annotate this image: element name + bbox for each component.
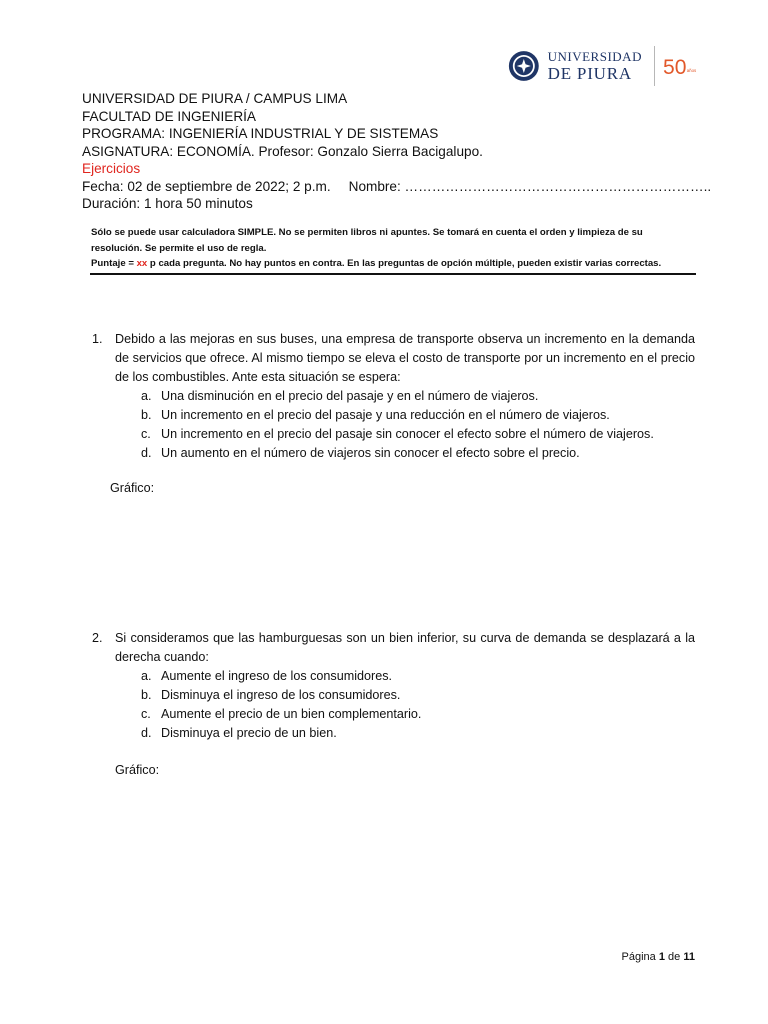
university-seal-icon xyxy=(508,48,540,84)
question-2 xyxy=(92,629,695,743)
option-a xyxy=(115,667,695,686)
instructions-line2: resolución. Se permite el uso de regla. xyxy=(91,242,267,254)
anniversary-number: 50 xyxy=(662,55,687,79)
page-word: Página xyxy=(621,951,656,963)
graph-label-1: Gráfico: xyxy=(110,481,155,495)
option-c xyxy=(115,705,695,724)
option-text: Aumente el ingreso de los consumidores. xyxy=(161,669,393,683)
option-text: Un incremento en el precio del pasaje y una reducción en el número de viajeros. xyxy=(161,408,610,422)
header-faculty: FACULTAD DE INGENIERÍA xyxy=(82,108,256,124)
wordmark-line1: UNIVERSIDAD xyxy=(547,49,642,64)
option-a xyxy=(115,387,695,406)
option-d xyxy=(115,724,695,743)
question-text: Debido a las mejoras en sus buses, una empresa de transporte observa un incremento en la demanda de servicios que ofrece. Al mismo tiempo se eleva el costo de transporte por un incremento en el precio de los combustibles. Ante esta situación se espera: xyxy=(115,332,695,384)
option-text: Una disminución en el precio del pasaje y en el número de viajeros. xyxy=(161,389,539,403)
option-text: Disminuya el precio de un bien. xyxy=(161,726,337,740)
option-c xyxy=(115,425,695,444)
score-suffix: p cada pregunta. No hay puntos en contra. En las preguntas de opción múltiple, pueden existir varias correctas. xyxy=(147,258,662,269)
header-section: Ejercicios xyxy=(82,161,141,176)
question-number: 1. xyxy=(92,332,103,346)
page-number xyxy=(622,951,695,963)
option-letter: b. xyxy=(141,688,152,702)
university-wordmark xyxy=(548,50,642,82)
score-value: xx xyxy=(136,258,148,269)
header-duration: Duración: 1 hora 50 minutos xyxy=(82,196,253,211)
header-date-name-row xyxy=(82,178,711,196)
page-current: 1 xyxy=(658,951,665,963)
score-line xyxy=(91,256,696,272)
header-program: PROGRAMA: INGENIERÍA INDUSTRIAL Y DE SISTEMAS xyxy=(82,126,439,141)
option-letter: b. xyxy=(141,408,152,422)
anniversary-word: años xyxy=(686,68,697,74)
option-b xyxy=(115,686,695,705)
exam-instructions xyxy=(91,225,696,272)
option-letter: d. xyxy=(141,446,152,460)
logo-divider xyxy=(654,46,655,86)
question-text: Si consideramos que las hamburguesas son un bien inferior, su curva de demanda se desplazará a la derecha cuando: xyxy=(115,631,695,664)
of-word: de xyxy=(668,951,681,963)
fifty-years-icon xyxy=(663,51,698,81)
wordmark-line2: DE PIURA xyxy=(547,64,632,83)
option-letter: a. xyxy=(141,669,152,683)
option-letter: a. xyxy=(141,389,152,403)
page-total: 11 xyxy=(683,951,695,963)
header-university: UNIVERSIDAD DE PIURA / CAMPUS LIMA xyxy=(82,91,348,106)
header-date: Fecha: 02 de septiembre de 2022; 2 p.m. xyxy=(82,178,331,194)
question-number: 2. xyxy=(92,631,103,645)
option-text: Disminuya el ingreso de los consumidores. xyxy=(161,688,401,702)
option-letter: c. xyxy=(141,427,151,441)
option-text: Aumente el precio de un bien complementario. xyxy=(161,707,422,721)
university-logo xyxy=(508,42,698,90)
option-letter: c. xyxy=(141,707,151,721)
option-b xyxy=(115,406,695,425)
instructions-line1: Sólo se puede usar calculadora SIMPLE. No se permiten libros ni apuntes. Se tomará en cuenta el orden y limpieza de su xyxy=(91,227,643,238)
score-prefix: Puntaje = xyxy=(91,258,137,269)
question-1 xyxy=(92,330,695,463)
option-d xyxy=(115,444,695,463)
exam-header xyxy=(82,90,711,213)
option-letter: d. xyxy=(141,726,152,740)
option-text: Un aumento en el número de viajeros sin conocer el efecto sobre el precio. xyxy=(161,446,580,460)
header-divider xyxy=(90,273,696,275)
graph-label-2: Gráfico: xyxy=(115,763,160,777)
header-name-field: Nombre: ………………………………………………………….. xyxy=(348,178,712,194)
header-course: ASIGNATURA: ECONOMÍA. Profesor: Gonzalo Sierra Bacigalupo. xyxy=(82,143,483,159)
option-text: Un incremento en el precio del pasaje sin conocer el efecto sobre el número de viajeros. xyxy=(161,427,654,441)
